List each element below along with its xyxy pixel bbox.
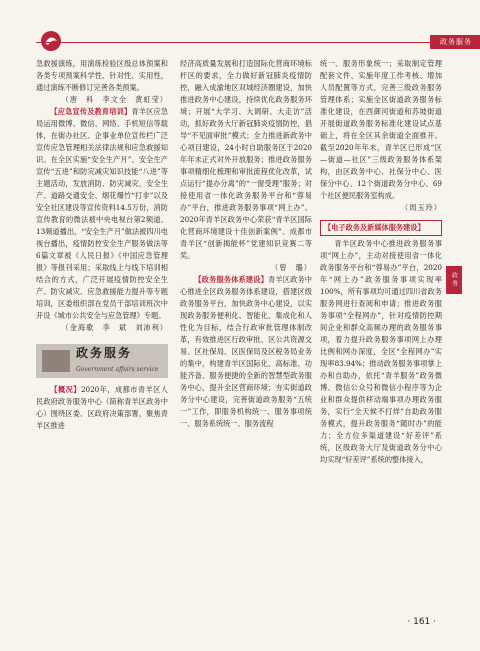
paragraph: 【概况】2020年，成都市青羊区人民政府政务服务中心（简称青羊区政务中心）围绕区委、区政府决策部署，聚焦青羊区推进 <box>36 385 168 430</box>
header-rule <box>36 42 430 43</box>
column-1 <box>36 58 168 432</box>
section-heading: 【概况】 <box>50 385 81 394</box>
side-tab: 政务 <box>446 266 462 294</box>
banner-title: 政务服务 <box>76 346 133 360</box>
paragraph: 青羊区政务中心推进政务服务事项“网上办”，主动对接使用省一体化政务服务平台和“蓉易办”平台，2020年“网上办”政务服务事项实现率100%，所有事项均可通过四川省政务服务网进行查阅和申请；推进政务服务事项“全程网办”，针对疫情防控期间企业和群众高频办理的政务服务事项，着力提升政务服务事项网上办理比例和网办深度，全区“全程网办”实现率83.94%；推动政务服务事项掌上办和自助办，依托“青羊服务”政务微博、微信公众号和微信小程序等为企业和群众提供移动端事项办理政务服务，实行“全天候不打烊”自助政务服务模式，提升政务服务“随时办”的能力；全方位多渠道建设“好差评”系统，区级政务大厅及街道政务分中心均实现“好差评”系统的整体接入， <box>320 239 442 464</box>
paragraph: 【应急宣传及教育培训】青羊区应急局运用微博、微信、网络、手机短信等载体，在街办社区、企事业单位宣传栏广泛宣传应急管理相关法律法规和应急救援知识。在全区实施“安全生产月”、安全生产宣传“五进”和防灾减灾知识技能“八进”等主题活动，发放消防、防灾减灾、安全生产、道路交通安全、烟花爆竹“打非”以及安全社区建设等宣传资料14.5万份，消防宣传教育的微法被中央电视台第2频道、13频道播出，“安全生产月”做法被四川电视台播出，疫情防控安全生产服务做法等6篇文章被《人民日报》《中国应急管理报》等报刊采用；采取线上与线下培训相结合的方式，广泛开展疫情防控安全生产、防灾减灾、应急救援能力提升等专题培训，区委组织部在党员干部培训班次中开设《城市公共安全与应急管理》专题。 <box>36 107 168 320</box>
paragraph: 急救援演练，用演练检验区级总体预案和各类专项预案科学性、针对性、实用性，通过演练不断修订完善各类预案。 <box>36 59 168 92</box>
column-2 <box>180 58 312 430</box>
paragraph: 统一、服务形象统一；采取制定管理配套文件、实施年度工作考核、增加人员配置等方式，完善三级政务服务管理体系；实施全区街道政务服务标准化建设，在西御河街道和苏坡街道开展街道政务服务标准化建设试点基础上，将在全区其余街道全面推开。截至2020年年末，青羊区已形成“区—街道—社区”三级政务服务体系架构，由区政务中心、社保分中心、医保分中心、12个街道政务分中心、69个社区便民服务室构成。 <box>320 59 442 200</box>
banner-decoration <box>42 350 70 372</box>
page-number: · 161 · <box>407 617 436 627</box>
banner-subtitle: Government affairs service <box>76 366 159 373</box>
paragraph: 经济高质量发展和打造国际化营商环境标杆区的要求，全力做好新冠肺炎疫情防控，融入成渝地区双城经济圈建设，加快推进政务中心建设，持续优化政务服务环境；开展“大学习、大调研、大走访”活动，抓好政务大厅新冠肺炎疫情防控，倡导“不见面审批”模式；全力推进新政务中心项目建设，24小时自助服务区于2020年年末正式对外开放服务；推进政务服务事项精细化梳理和审批流程优化改革，试点运行“提办分离”的“一窗受理”服务；对接使用省一体化政务服务平台和“蓉易办”平台，推进政务服务事项“网上办”。2020年青羊区政务中心荣获“青羊区国际化营商环境建设十佳创新案例”、成都市青羊区“创新揭能杯”党建知识竞赛二等奖。 <box>180 59 312 260</box>
paragraph: 【政务服务体系建设】青羊区政务中心推进全区政务服务体系建设，搭建区级政务服务平台，加快政务中心建设，以实现政务服务便利化、智能化、集成化和人性化为目标，结合行政审批管理体制改革，有效推进区行政审批、区公共资源交易、区社保局、区医保局及区税务局业务的集中，构建青羊区国际化、高标准、功能齐备、服务便捷的全新的智慧型政务服务中心，提升全区营商环境；夯实街道政务分中心建设，完善街道政务服务“五统一”工作，即服务机构统一、服务事项统一、服务系统统一、服务流程 <box>180 275 312 428</box>
section-banner <box>36 344 168 378</box>
byline: （周玉玲） <box>401 203 442 212</box>
byline: （唐 科 李文全 黄虹莹） <box>61 95 168 104</box>
section-heading: 【政务服务体系建设】 <box>194 275 268 284</box>
section-label: 政务服务 <box>430 35 480 49</box>
column-3 <box>320 58 442 466</box>
byline: （金海歌 李 斌 刘沛利） <box>61 323 168 332</box>
section-heading: 【电子政务及新媒体服务建设】 <box>320 220 442 236</box>
byline: （曾 璐） <box>271 263 312 272</box>
page-header <box>36 34 480 50</box>
section-heading: 【应急宣传及教育培训】 <box>50 107 132 116</box>
